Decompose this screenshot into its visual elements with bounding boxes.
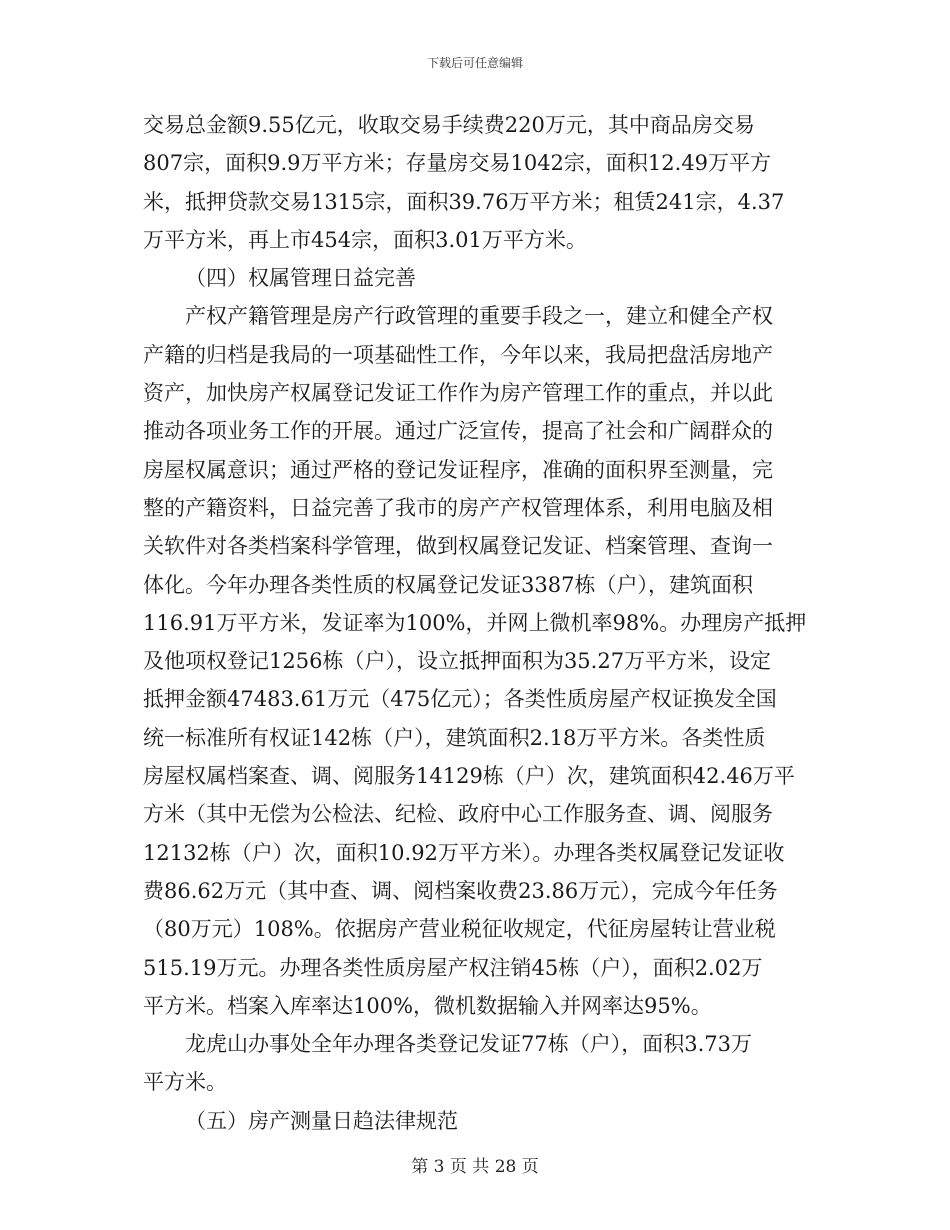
text-line: 房屋权属档案查、调、阅服务14129栋（户）次，建筑面积42.46万平 <box>143 764 795 789</box>
text-line: 房屋权属意识；通过严格的登记发证程序，准确的面积界至测量，完 <box>143 457 773 482</box>
text-line: 费86.62万元（其中查、调、阅档案收费23.86万元），完成今年任务 <box>143 878 778 903</box>
text-line: 807宗，面积9.9万平方米；存量房交易1042宗，面积12.49万平方 <box>143 151 772 176</box>
text-line: 整的产籍资料，日益完善了我市的房产产权管理体系，利用电脑及相 <box>143 495 773 520</box>
text-line: 抵押金额47483.61万元（475亿元）；各类性质房屋产权证换发全国 <box>143 687 777 712</box>
text-line: 产权产籍管理是房产行政管理的重要手段之一，建立和健全产权 <box>185 304 773 329</box>
text-line: 及他项权登记1256栋（户），设立抵押面积为35.27万平方米，设定 <box>143 649 772 674</box>
text-line: 米，抵押贷款交易1315宗，面积39.76万平方米；租赁241宗，4.37 <box>143 189 785 214</box>
section-heading: （五）房产测量日趋法律规范 <box>185 1108 458 1133</box>
text-line: 资产，加快房产权属登记发证工作作为房产管理工作的重点，并以此 <box>143 381 773 406</box>
text-line: 万平方米，再上市454宗，面积3.01万平方米。 <box>143 227 587 252</box>
text-line: 515.19万元。办理各类性质房屋产权注销45栋（户），面积2.02万 <box>143 955 763 980</box>
page-header: 下载后可任意编辑 <box>426 56 523 70</box>
document-body <box>143 106 811 1140</box>
text-line: 体化。今年办理各类性质的权属登记发证3387栋（户），建筑面积 <box>143 572 753 597</box>
text-line: 12132栋（户）次，面积10.92万平方米）。办理各类权属登记发证收 <box>143 840 785 865</box>
text-line: 平方米。 <box>143 1070 227 1095</box>
text-line: 平方米。档案入库率达100%，微机数据输入并网率达95%。 <box>143 993 712 1018</box>
text-line: （80万元）108%。依据房产营业税征收规定，代征房屋转让营业税 <box>143 917 776 942</box>
text-line: 交易总金额9.55亿元，收取交易手续费220万元，其中商品房交易 <box>143 113 755 137</box>
text-line: 统一标准所有权证142栋（户），建筑面积2.18万平方米。各类性质 <box>143 725 766 750</box>
text-line: 产籍的归档是我局的一项基础性工作，今年以来，我局把盘活房地产 <box>143 342 773 367</box>
text-line: 关软件对各类档案科学管理，做到权属登记发证、档案管理、查询一 <box>143 534 773 559</box>
text-line: 龙虎山办事处全年办理各类登记发证77栋（户），面积3.73万 <box>185 1032 752 1057</box>
text-line: 116.91万平方米，发证率为100%，并网上微机率98%。办理房产抵押 <box>143 610 807 635</box>
page-footer: 第 3 页 共 28 页 <box>411 1157 539 1177</box>
text-line: 推动各项业务工作的开展。通过广泛宣传，提高了社会和广阔群众的 <box>143 419 773 444</box>
text-line: 方米（其中无偿为公检法、纪检、政府中心工作服务查、调、阅服务 <box>143 802 773 827</box>
section-heading: （四）权属管理日益完善 <box>185 266 416 291</box>
